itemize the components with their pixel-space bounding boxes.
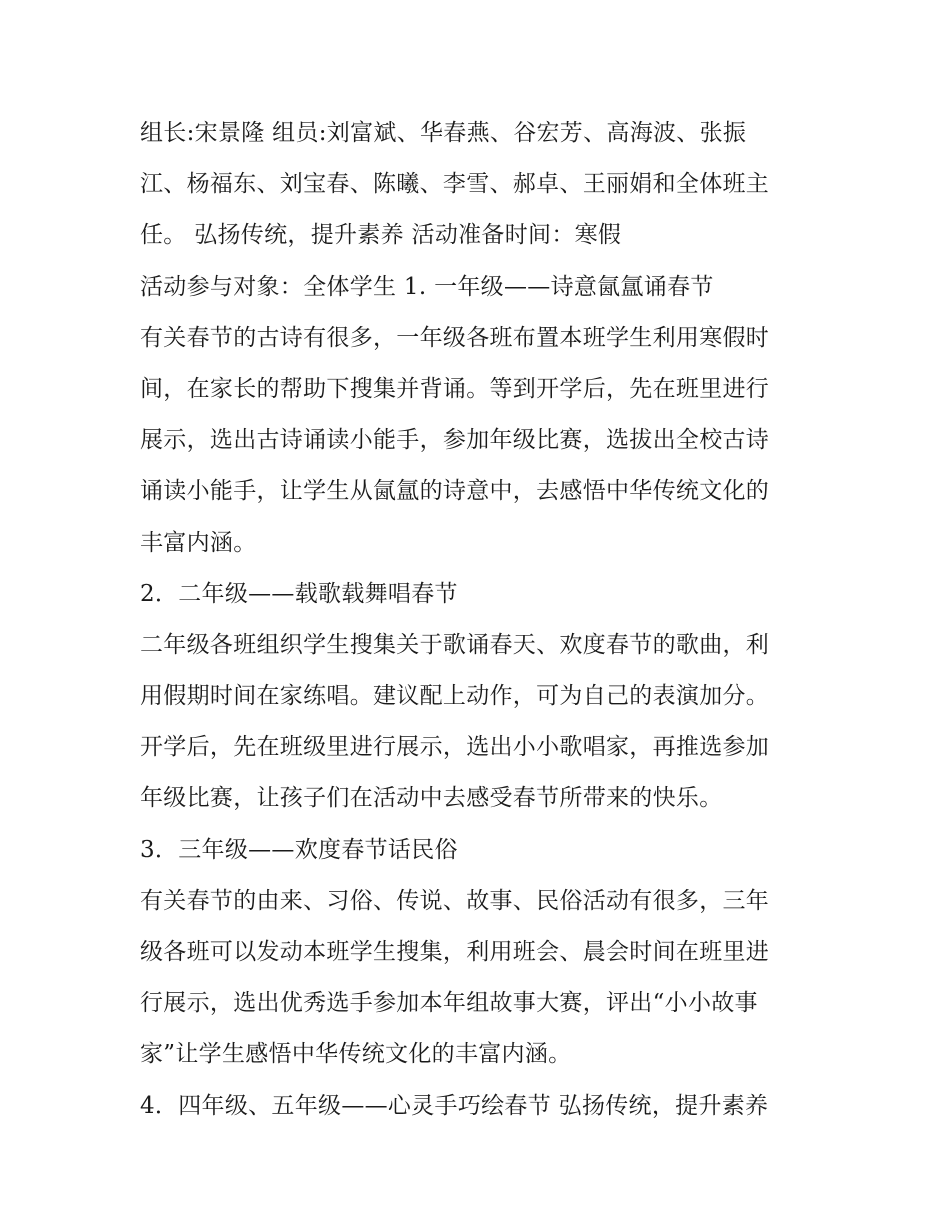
text-line: 年级比赛，让孩子们在活动中去感受春节所带来的快乐。 bbox=[140, 785, 723, 812]
text-line: 间，在家长的帮助下搜集并背诵。等到开学后，先在班里进行 bbox=[140, 375, 770, 402]
text-line: 级各班可以发动本班学生搜集，利用班会、晨会时间在班里进 bbox=[140, 939, 770, 965]
text-line: 活动参与对象：全体学生 1. 一年级——诗意氤氲诵春节 bbox=[140, 273, 714, 300]
text-line: 有关春节的由来、习俗、传说、故事、民俗活动有很多，三年 bbox=[140, 887, 770, 914]
text-line: 组长:宋景隆 组员:刘富斌、华春燕、谷宏芳、高海波、张振 bbox=[140, 120, 747, 146]
text-line: 行展示，选出优秀选手参加本年组故事大赛，评出“小小故事 bbox=[140, 990, 758, 1017]
section-heading: 3．三年级——欢度春节话民俗 bbox=[140, 836, 458, 863]
text-line: 用假期时间在家练唱。建议配上动作，可为自己的表演加分。 bbox=[140, 683, 770, 710]
document-body bbox=[140, 108, 830, 1132]
section-heading: 4．四年级、五年级——心灵手巧绘春节 弘扬传统，提升素养 bbox=[140, 1092, 769, 1119]
text-line: 丰富内涵。 bbox=[140, 529, 257, 556]
text-line: 诵读小能手，让学生从氤氲的诗意中，去感悟中华传统文化的 bbox=[140, 478, 770, 505]
text-line: 有关春节的古诗有很多，一年级各班布置本班学生利用寒假时 bbox=[140, 324, 770, 351]
text-line: 展示，选出古诗诵读小能手，参加年级比赛，选拔出全校古诗 bbox=[140, 427, 770, 454]
text-line: 开学后，先在班级里进行展示，选出小小歌唱家，再推选参加 bbox=[140, 734, 770, 761]
text-line: 任。 弘扬传统，提升素养 活动准备时间：寒假 bbox=[140, 222, 622, 249]
text-line: 家”让学生感悟中华传统文化的丰富内涵。 bbox=[140, 1041, 572, 1068]
text-line: 江、杨福东、刘宝春、陈曦、李雪、郝卓、王丽娟和全体班主 bbox=[140, 171, 770, 198]
section-heading: 2．二年级——载歌载舞唱春节 bbox=[140, 580, 458, 607]
text-line: 二年级各班组织学生搜集关于歌诵春天、欢度春节的歌曲，利 bbox=[140, 631, 770, 658]
